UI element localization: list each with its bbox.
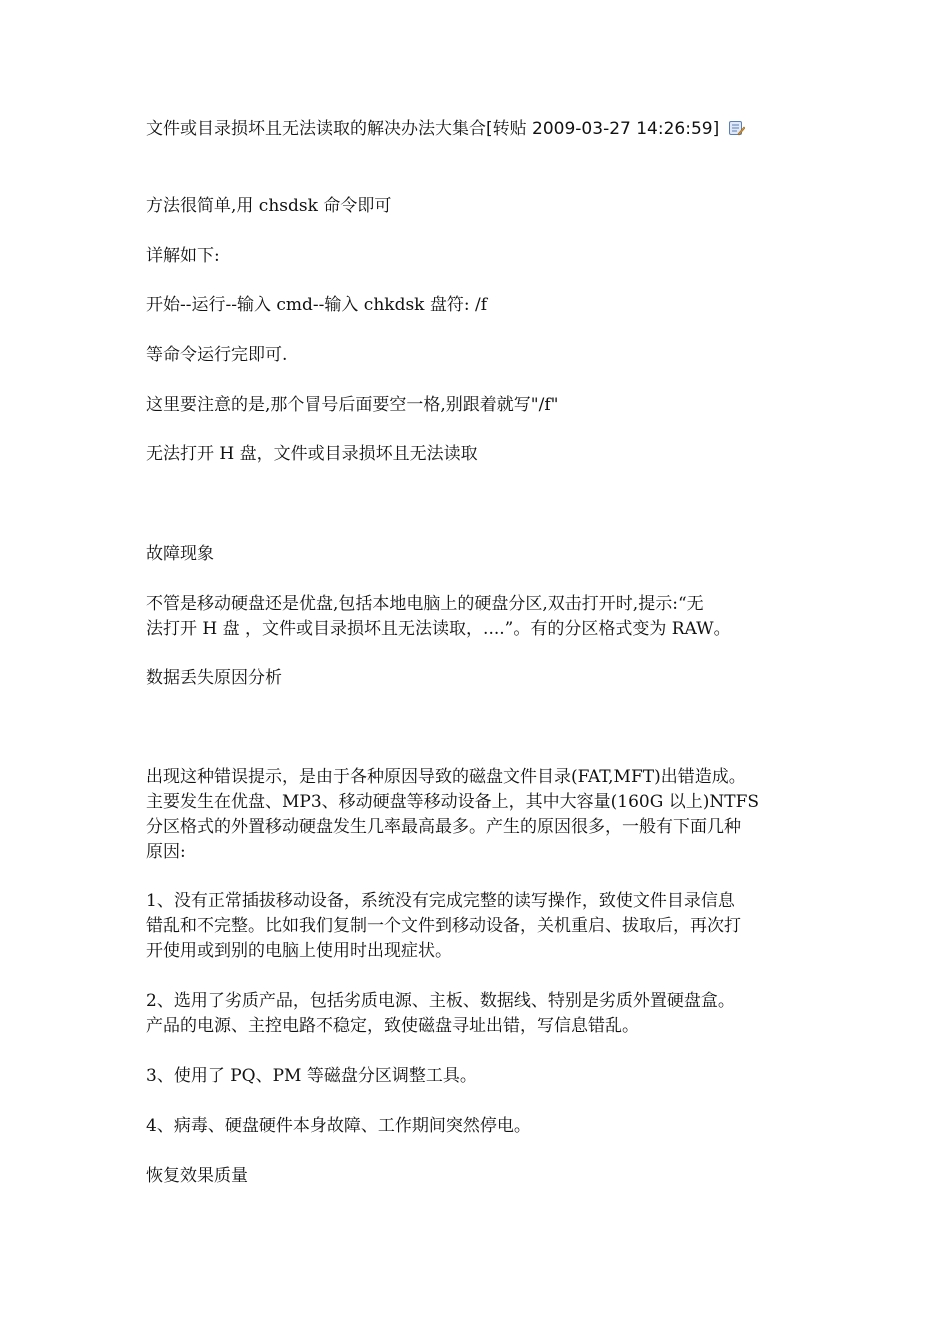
list-item: 4、病毒、硬盘硬件本身故障、工作期间突然停电。	[146, 1116, 531, 1136]
list-item: 3、使用了 PQ、PM 等磁盘分区调整工具。	[146, 1066, 477, 1086]
title-text: 文件或目录损坏且无法读取的解决办法大集合[转贴 2009-03-27 14:26:59]	[146, 119, 720, 139]
list-item: 2、选用了劣质产品，包括劣质电源、主板、数据线、特别是劣质外置硬盘盒。 产品的电源、主控电路不稳定，致使磁盘寻址出错，写信息错乱。	[146, 991, 735, 1036]
paragraph: 这里要注意的是,那个冒号后面要空一格,别跟着就写"/f"	[146, 395, 559, 415]
section-heading: 恢复效果质量	[146, 1166, 248, 1186]
paragraph: 无法打开 H 盘，文件或目录损坏且无法读取	[146, 444, 478, 464]
edit-note-icon[interactable]	[729, 121, 745, 136]
paragraph: 详解如下:	[146, 246, 220, 266]
section-heading: 数据丢失原因分析	[146, 668, 282, 688]
paragraph: 开始--运行--输入 cmd--输入 chkdsk 盘符: /f	[146, 295, 488, 315]
paragraph: 等命令运行完即可.	[146, 345, 288, 365]
paragraph: 出现这种错误提示，是由于各种原因导致的磁盘文件目录(FAT,MFT)出错造成。 主要发生在优盘、MP3、移动硬盘等移动设备上，其中大容量(160G 以上)NTFS 分区格式的外置移动硬盘发生几率最高最多。产生的原因很多，一般有下面几种 原因:	[146, 767, 760, 862]
paragraph: 方法很简单,用 chsdsk 命令即可	[146, 196, 392, 216]
section-heading: 故障现象	[146, 544, 214, 564]
document-title	[146, 114, 745, 139]
list-item: 1、没有正常插拔移动设备，系统没有完成完整的读写操作，致使文件目录信息 错乱和不完整。比如我们复制一个文件到移动设备，关机重启、拔取后，再次打 开使用或到别的电脑上使用时出现症状。	[146, 891, 741, 961]
paragraph: 不管是移动硬盘还是优盘,包括本地电脑上的硬盘分区,双击打开时,提示:“无 法打开 H 盘 ，文件或目录损坏且无法读取，....”。有的分区格式变为 RAW。	[146, 594, 731, 639]
